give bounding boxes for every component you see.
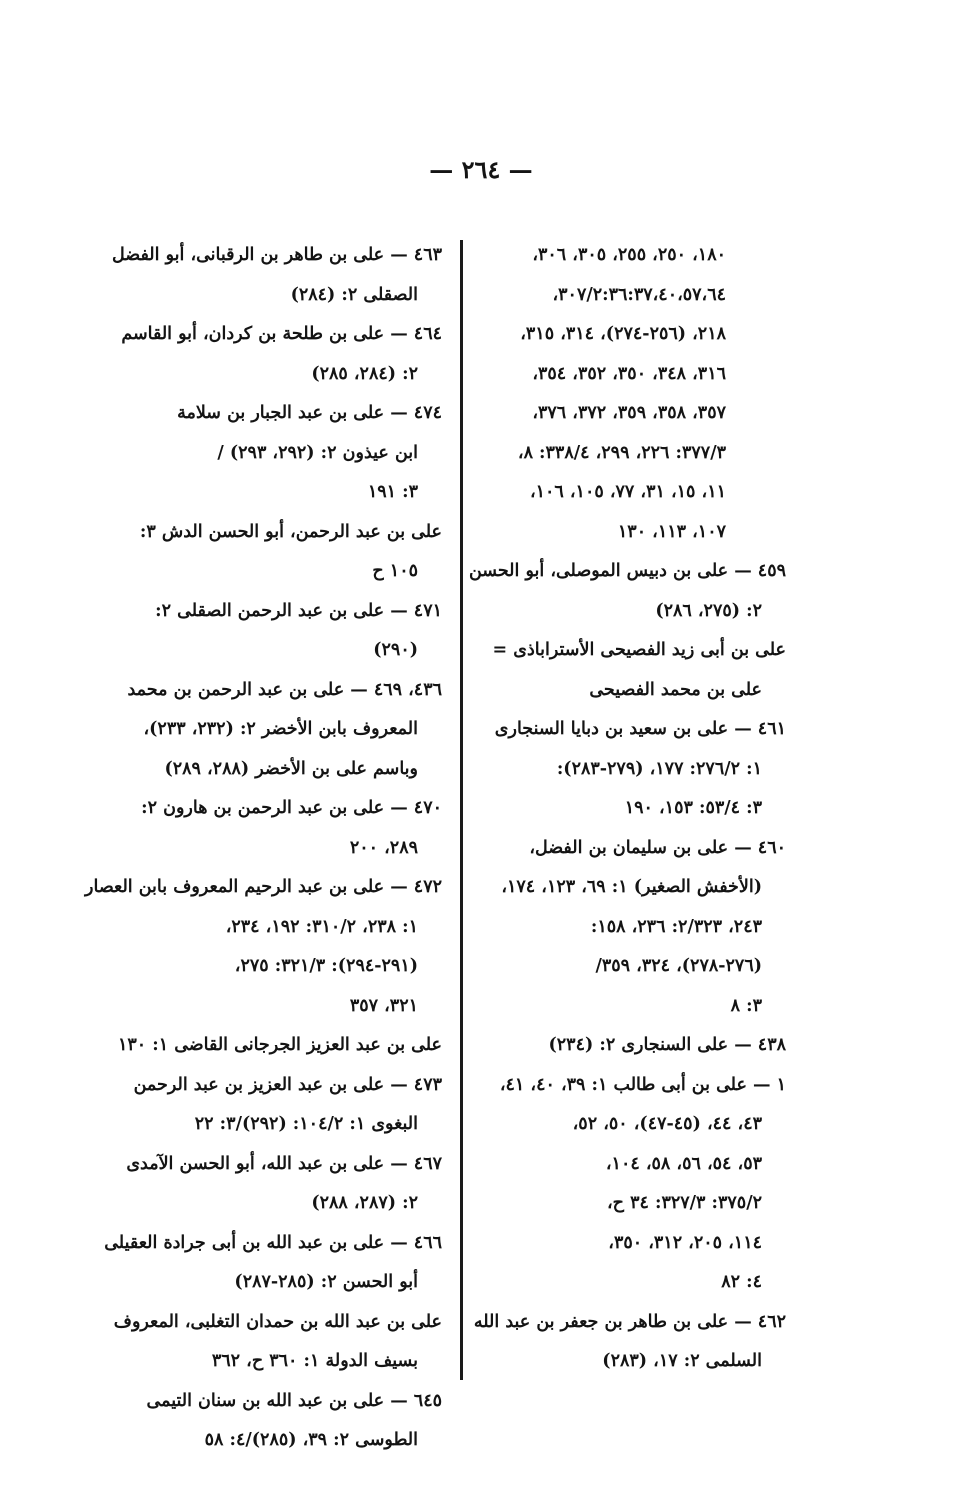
index-line: بسيف الدولة ١: ٣٦٠ ح، ٣٦٢ <box>211 1351 418 1371</box>
column-divider <box>460 240 463 1380</box>
index-line: على بن عبد الله بن حمدان التغلبى، المعروف <box>113 1311 442 1332</box>
index-line: ٣٠٧/٢:٣٦:٣٧،٤٠،٥٧،٦٤، <box>552 284 726 305</box>
index-line: وباسم على بن الأخضر (٢٨٨، ٢٨٩) <box>164 758 418 779</box>
index-line: على بن عبد العزيز الجرجانى القاضى ١: ١٣٠ <box>117 1035 442 1055</box>
index-line: (الأخفش الصغير) ١: ٦٩، ١٢٣، ١٧٤، <box>501 877 762 897</box>
index-line: السلمى ٢: ١٧، (٢٨٣) <box>602 1351 762 1371</box>
index-line: ٢٤٣، ٢/٣٢٣: ٢٣٦، ١٥٨: <box>590 916 762 937</box>
index-line: ٤٧٠ — على بن عبد الرحمن بن هارون ٢: <box>141 798 442 818</box>
index-line: ٤٣٨ — على السنجارى ٢: (٢٣٤) <box>548 1035 786 1055</box>
index-line: ٤٦٧ — على بن عبد الله، أبو الحسن الآمدى <box>126 1153 442 1174</box>
index-line: ٢: (٢٨٧، ٢٨٨) <box>311 1193 418 1213</box>
index-line: ١١٤، ٢٠٥، ٣١٢، ٣٥٠، <box>608 1232 762 1253</box>
index-line: ابن عيذون ٢: (٢٩٢، ٢٩٣) / <box>217 442 418 463</box>
index-line: على بن عبد الرحمن، أبو الحسن الدش ٣: <box>139 521 442 542</box>
index-line: ٢١٨، (٢٥٦-٢٧٤)، ٣١٤، ٣١٥، <box>520 324 726 344</box>
index-line: على بن محمد الفصيحى <box>589 679 762 700</box>
index-column-right <box>468 236 786 1382</box>
index-line: ١: ٢٧٦/٢: ١٧٧، (٢٧٩-٢٨٣): <box>556 758 762 779</box>
index-line: ١٠٧، ١١٣، ١٣٠ <box>617 521 726 542</box>
index-line: ٤٧٤ — على بن عبد الجبار بن سلامة <box>177 403 442 423</box>
index-line: الصقلى ٢: (٢٨٤) <box>290 284 418 305</box>
index-line: ٤: ٨٢ <box>721 1272 762 1292</box>
index-line: ٤٦٠ — على بن سليمان بن الفضل، <box>529 837 786 858</box>
index-line: أبو الحسن ٢: (٢٨٥-٢٨٧) <box>234 1272 418 1292</box>
index-line: ١٠٥ ح <box>372 561 418 581</box>
index-line: ١: ٢٣٨، ٣١٠/٢: ١٩٢، ٢٣٤، <box>225 916 418 937</box>
index-column-left <box>85 236 442 1461</box>
index-line: على بن أبى زيد الفصيحى الأستراباذى = <box>492 640 786 660</box>
index-line: ٦٤٥ — على بن عبد الله بن سنان التيمى <box>146 1390 442 1411</box>
index-line: الطوسى ٢: ٣٩، (٢٨٥)/٤: ٥٨ <box>204 1430 418 1450</box>
index-line: ٣٥٧، ٣٥٨، ٣٥٩، ٣٧٢، ٣٧٦، <box>532 403 726 423</box>
index-line: ٢: (٢٧٥، ٢٨٦) <box>655 600 762 621</box>
index-line: (٢٩١-٢٩٤): ٣٢١/٣: ٢٧٥، <box>234 956 418 976</box>
index-line: ٣٧٧/٣: ٢٢٦، ٢٩٩، ٣٣٨/٤: ٨، <box>517 442 726 463</box>
index-line: ٣: ٨ <box>730 995 762 1016</box>
index-line: ٤٧٣ — على بن عبد العزيز بن عبد الرحمن <box>133 1074 442 1095</box>
index-line: ٢٨٩، ٢٠٠ <box>349 837 418 858</box>
index-line: ٤٦٢ — على بن طاهر بن جعفر بن عبد الله <box>473 1311 786 1332</box>
index-line: (٢٧٦-٢٧٨)، ٣٢٤، ٣٥٩/ <box>595 956 762 976</box>
index-line: ٣: ٥٣/٤: ١٥٣، ١٩٠ <box>624 798 762 818</box>
index-line: ٤٧٢ — على بن عبد الرحيم المعروف بابن العصار <box>85 877 442 897</box>
index-line: ٤٦٤ — على بن طلحة بن كردان، أبو القاسم <box>121 324 442 344</box>
index-line: البغوى ١: ١٠٤/٢: (٢٩٢)/٣: ٢٢ <box>194 1114 418 1134</box>
index-line: ١٨٠، ٢٥٠، ٢٥٥، ٣٠٥، ٣٠٦، <box>532 245 726 265</box>
index-line: ٥٣، ٥٤، ٥٦، ٥٨، ١٠٤، <box>605 1153 762 1174</box>
index-line: ٤٣، ٤٤، (٤٥-٤٧)، ٥٠، ٥٢، <box>572 1114 762 1134</box>
index-line: ٣٢١، ٣٥٧ <box>349 995 418 1016</box>
index-line: ٤٣٦، ٤٦٩ — على بن عبد الرحمن بن محمد <box>127 679 442 700</box>
index-line: ٢: (٢٨٤، ٢٨٥) <box>311 363 418 384</box>
index-line: ٤٥٩ — على بن دبيس الموصلى، أبو الحسن <box>468 561 786 581</box>
page-number: — ٢٦٤ — <box>429 155 533 184</box>
index-line: ٤٦١ — على بن سعيد بن دبايا السنجارى <box>494 719 786 739</box>
index-line: ٤٦٣ — على بن طاهر بن الرقبانى، أبو الفضل <box>112 245 442 265</box>
index-line: ١ — على بن أبى طالب ١: ٣٩، ٤٠، ٤١، <box>499 1074 786 1095</box>
index-line: ٣١٦، ٣٤٨، ٣٥٠، ٣٥٢، ٣٥٤، <box>532 363 726 384</box>
index-line: ٣٧٥/٢: ٣٢٧/٣: ٣٤ ح، <box>607 1193 762 1213</box>
index-line: ٤٦٦ — على بن عبد الله بن أبى جرادة العقيلى <box>104 1232 442 1253</box>
index-line: ٣: ١٩١ <box>367 482 418 502</box>
index-line: ٤٧١ — على بن عبد الرحمن الصقلى ٢: <box>155 600 442 621</box>
index-line: ١١، ١٥، ٣١، ٧٧، ١٠٥، ١٠٦، <box>529 482 726 502</box>
index-line: المعروف بابن الأخضر ٢: (٢٣٢، ٢٣٣)، <box>143 719 418 739</box>
index-line: (٢٩٠) <box>373 640 418 660</box>
